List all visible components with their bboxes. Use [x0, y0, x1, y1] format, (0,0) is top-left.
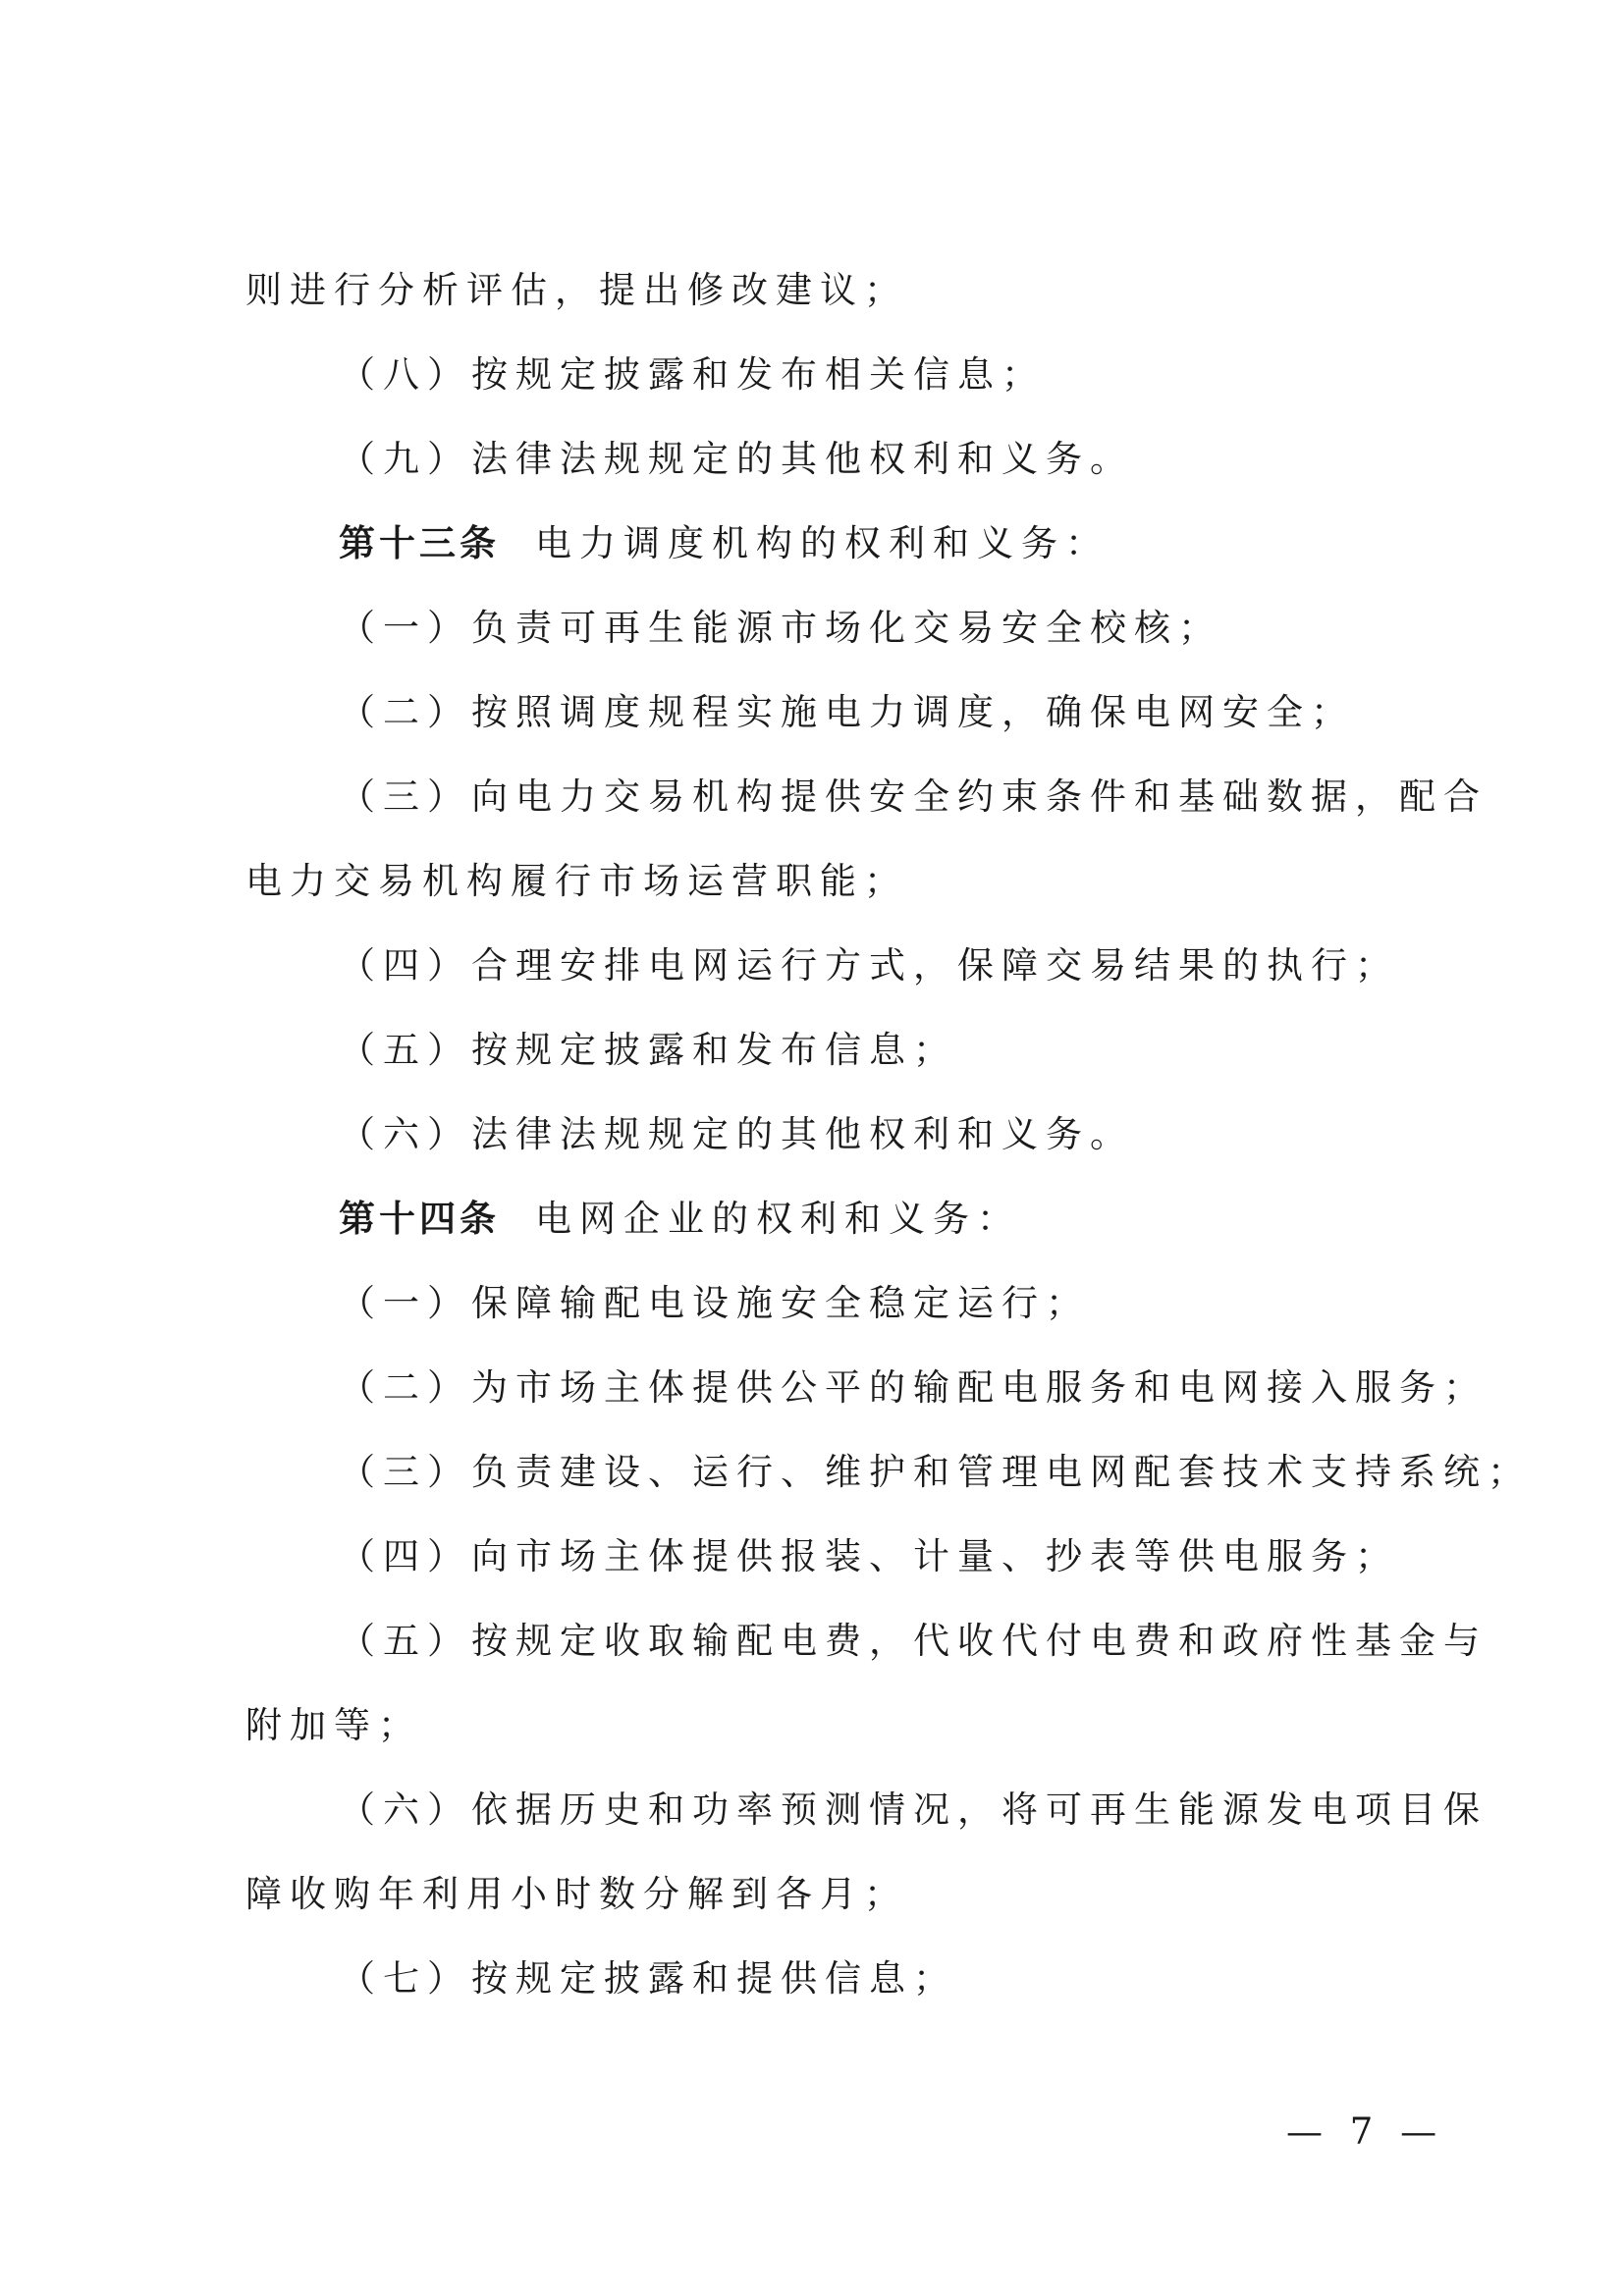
- line-text: （四）合理安排电网运行方式，保障交易结果的执行；: [339, 944, 1399, 987]
- article-heading-line: [339, 520, 1110, 567]
- line-text: （六）依据历史和功率预测情况，将可再生能源发电项目保: [339, 1789, 1488, 1831]
- line-text: （二）按照调度规程实施电力调度，确保电网安全；: [339, 691, 1355, 733]
- list-item: [339, 1955, 957, 2002]
- line-text: （五）按规定披露和发布信息；: [339, 1029, 957, 1071]
- list-item: [339, 774, 1488, 821]
- line-text: （六）法律法规规定的其他权利和义务。: [339, 1113, 1134, 1155]
- list-item: [339, 436, 1134, 483]
- list-item: [339, 1027, 957, 1074]
- line-text: （三）负责建设、运行、维护和管理电网配套技术支持系统；: [339, 1451, 1532, 1493]
- line-text: （三）向电力交易机构提供安全约束条件和基础数据，配合: [339, 775, 1488, 818]
- paragraph-line: [245, 267, 908, 314]
- page-number: — 7 —: [1286, 2110, 1445, 2153]
- list-item: [339, 605, 1222, 652]
- line-text: （八）按规定披露和发布相关信息；: [339, 353, 1046, 396]
- line-text: （五）按规定收取输配电费，代收代付电费和政府性基金与: [339, 1620, 1488, 1662]
- line-text: 电力交易机构履行市场运营职能；: [245, 860, 908, 902]
- list-item: [339, 351, 1046, 399]
- line-text: 障收购年利用小时数分解到各月；: [245, 1873, 908, 1915]
- article-number: 第十三条: [339, 522, 500, 564]
- line-text: （一）保障输配电设施安全稳定运行；: [339, 1282, 1090, 1324]
- list-item: [339, 1533, 1399, 1580]
- line-text: （二）为市场主体提供公平的输配电服务和电网接入服务；: [339, 1366, 1488, 1409]
- list-item: [339, 689, 1355, 736]
- list-item: [339, 1787, 1488, 1834]
- list-item: [339, 1618, 1488, 1665]
- list-item: [339, 1364, 1488, 1412]
- line-text: 则进行分析评估，提出修改建议；: [245, 269, 908, 311]
- article-number: 第十四条: [339, 1198, 500, 1240]
- line-text: 附加等；: [245, 1704, 422, 1746]
- line-text: （一）负责可再生能源市场化交易安全校核；: [339, 607, 1222, 649]
- article-title: 电网企业的权利和义务：: [535, 1198, 1021, 1240]
- paragraph-line: [245, 858, 908, 905]
- list-item: [339, 1111, 1134, 1158]
- article-title: 电力调度机构的权利和义务：: [535, 522, 1110, 564]
- paragraph-line: [245, 1702, 422, 1749]
- line-text: （四）向市场主体提供报装、计量、抄表等供电服务；: [339, 1535, 1399, 1577]
- list-item: [339, 1449, 1532, 1496]
- paragraph-line: [245, 1871, 908, 1918]
- line-text: （七）按规定披露和提供信息；: [339, 1957, 957, 2000]
- article-heading-line: [339, 1196, 1021, 1243]
- list-item: [339, 1280, 1090, 1327]
- list-item: [339, 942, 1399, 989]
- line-text: （九）法律法规规定的其他权利和义务。: [339, 438, 1134, 480]
